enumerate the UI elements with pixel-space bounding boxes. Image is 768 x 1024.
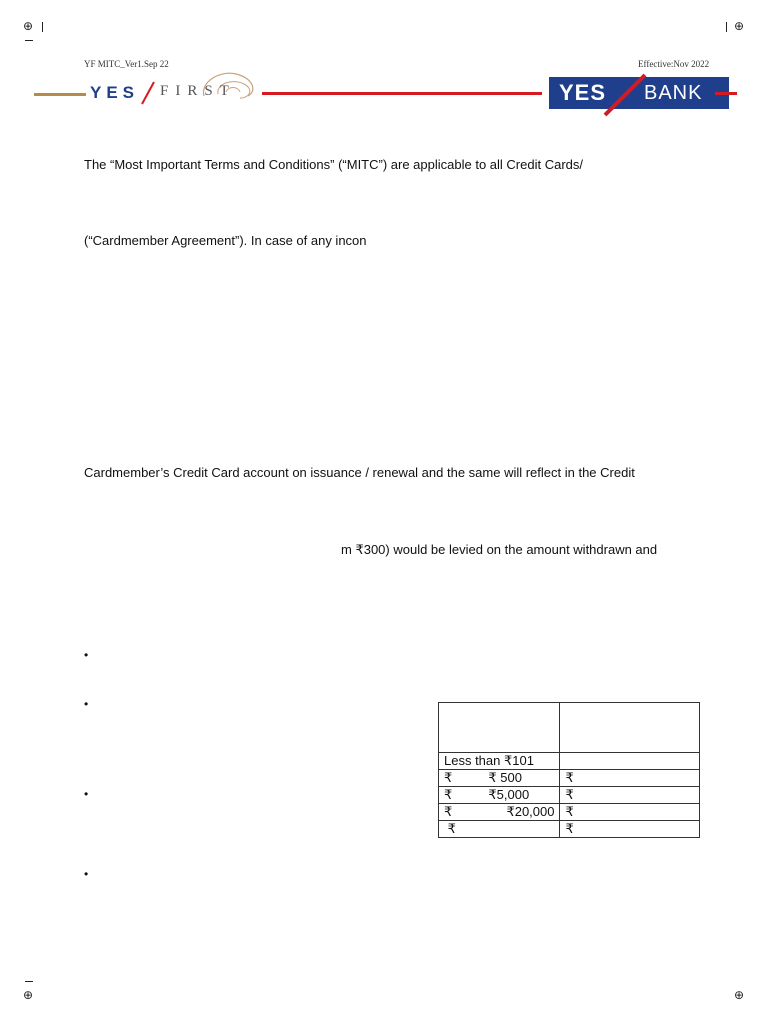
crop-mark-top-left-dash bbox=[25, 40, 33, 41]
yes-bank-word-yes: YES bbox=[559, 80, 607, 105]
table-cell-range: ₹ ₹5,000 bbox=[439, 787, 560, 804]
gold-rule bbox=[34, 93, 86, 96]
table-cell-fee: ₹ bbox=[560, 804, 700, 821]
table-header-cell bbox=[439, 703, 560, 753]
crop-mark-top-right-bar bbox=[726, 22, 727, 32]
crop-mark-bottom-right-icon: ⊕ bbox=[734, 988, 745, 1002]
crop-mark-bottom-left-icon: ⊕ bbox=[23, 988, 34, 1002]
table-cell-fee: ₹ bbox=[560, 821, 700, 838]
table-cell-range: Less than ₹101 bbox=[439, 753, 560, 770]
bullet-point: • bbox=[84, 787, 89, 801]
fee-table bbox=[438, 702, 700, 838]
yes-first-word-yes: YES bbox=[90, 83, 140, 102]
paragraph-mitc-intro: The “Most Important Terms and Conditions” (“MITC”) are applicable to all Credit Cards/ bbox=[84, 157, 583, 172]
crop-mark-top-right-icon: ⊕ bbox=[734, 19, 745, 33]
document-code: YF MITC_Ver1.Sep 22 bbox=[84, 59, 169, 69]
table-cell-fee: ₹ bbox=[560, 770, 700, 787]
bullet-point: • bbox=[84, 648, 89, 662]
table-row bbox=[439, 753, 700, 770]
bullet-point: • bbox=[84, 867, 89, 881]
table-row bbox=[439, 821, 700, 838]
table-cell-fee: ₹ bbox=[560, 787, 700, 804]
red-rule bbox=[262, 92, 542, 95]
paragraph-card-account: Cardmember’s Credit Card account on issuance / renewal and the same will reflect in the Credit bbox=[84, 465, 635, 480]
crop-mark-top-left-icon: ⊕ bbox=[23, 19, 34, 33]
paragraph-withdrawal-fee: m ₹300) would be levied on the amount withdrawn and bbox=[341, 542, 658, 557]
bullet-point: • bbox=[84, 697, 89, 711]
table-cell-range: ₹ bbox=[439, 821, 560, 838]
table-header-cell bbox=[560, 703, 700, 753]
yes-bank-logo bbox=[549, 77, 729, 109]
table-row bbox=[439, 770, 700, 787]
paragraph-cardmember-agreement: (“Cardmember Agreement”). In case of any incon bbox=[84, 233, 367, 248]
crop-mark-top-left-bar bbox=[42, 22, 43, 32]
yes-bank-red-tail bbox=[715, 92, 737, 95]
table-cell-fee bbox=[560, 753, 700, 770]
yes-first-logo bbox=[90, 66, 262, 108]
table-cell-range: ₹ ₹20,000 bbox=[439, 804, 560, 821]
yes-first-word-first: FIRST bbox=[160, 83, 236, 99]
table-row bbox=[439, 804, 700, 821]
effective-date: Effective:Nov 2022 bbox=[638, 59, 710, 69]
table-cell-range: ₹ ₹ 500 bbox=[439, 770, 560, 787]
yes-first-slash-icon bbox=[141, 81, 155, 105]
table-header-row bbox=[439, 703, 700, 753]
crop-mark-bottom-left-dash bbox=[25, 981, 33, 982]
yes-bank-slash-icon bbox=[601, 73, 647, 117]
table-row bbox=[439, 787, 700, 804]
yes-bank-word-bank: BANK bbox=[644, 82, 703, 104]
